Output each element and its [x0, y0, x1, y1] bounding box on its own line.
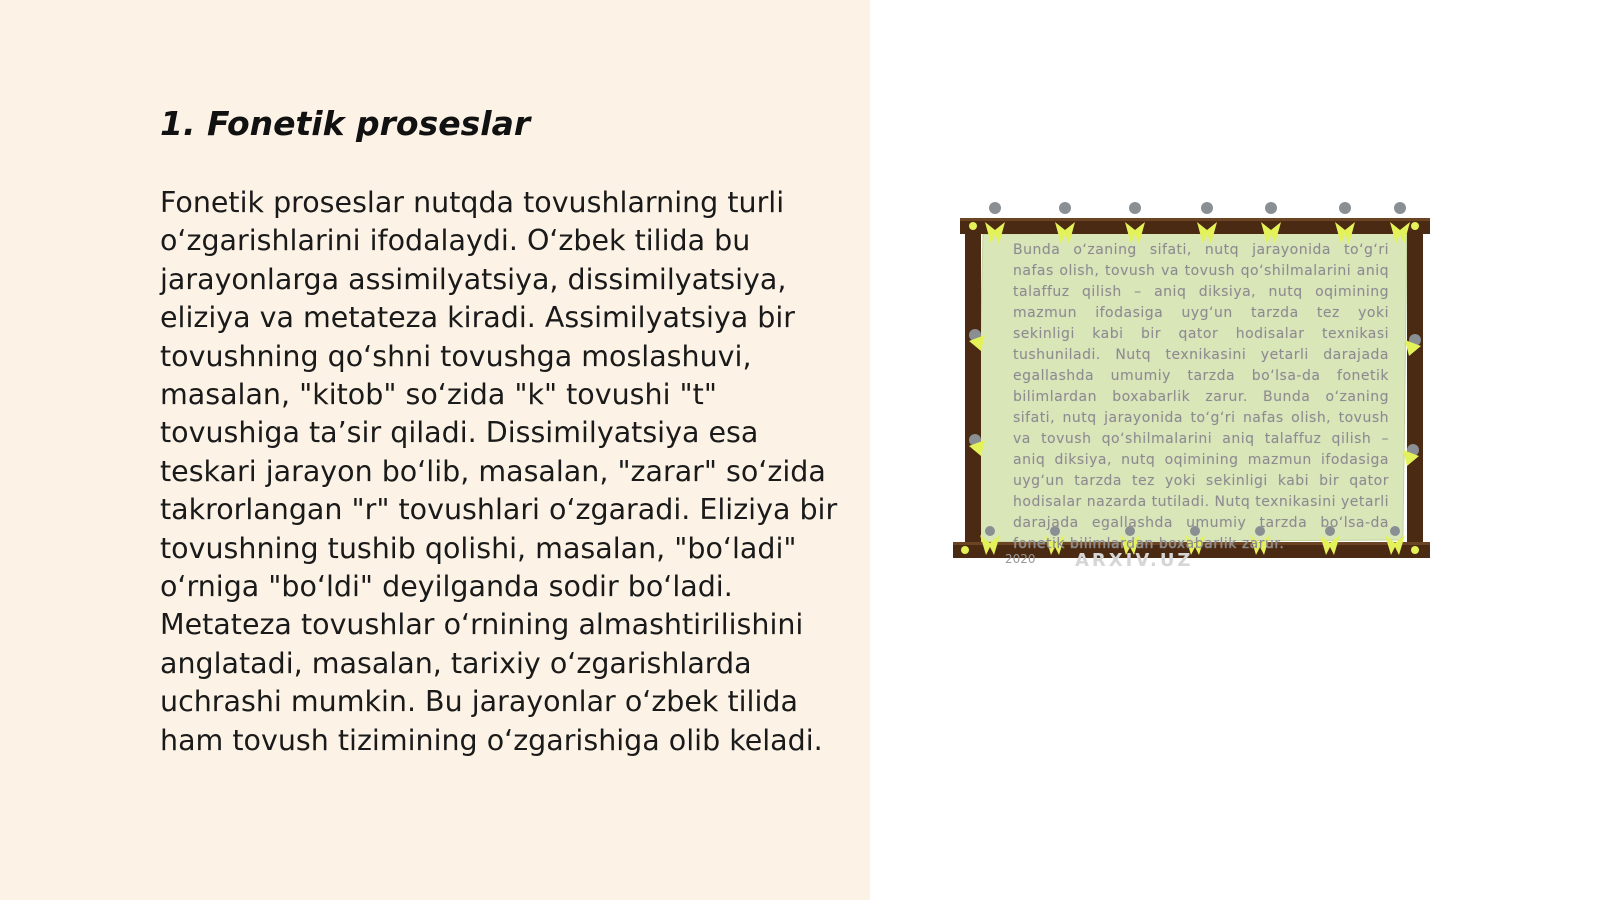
corner-stud: [969, 222, 977, 230]
watermark-text: ARXIV.UZ: [1075, 550, 1194, 571]
corner-stud: [961, 546, 969, 554]
slide-title: 1. Fonetik proseslar: [160, 104, 531, 143]
framed-paper-text: Bunda o‘zaning sifati, nutq jarayonida to‘g‘ri nafas olish, tovush va tovush qo‘shilmalarini aniq talaffuz qilish – aniq diksiya, nutq oqimining mazmun ifodasiga uyg‘un tarzda tez yoki sekinligi kabi bir qator hodisalar texnikasi tushuniladi. Nutq texnikasini yetarli darajada egallashda umumiy tarzda bo‘lsa-da fonetik bilimlardan boxabarlik zarur. Bunda o‘zaning sifati, nutq jarayonida to‘g‘ri nafas olish, tovush va tovush qo‘shilmalarini aniq talaffuz qilish – aniq diksiya, nutq oqimining mazmun ifodasiga uyg‘un tarzda tez yoki sekinligi kabi bir qator hodisalar nazarda tutiladi. Nutq texnikasini yetarli darajada egallashda umumiy tarzda bo‘lsa-da fonetik bilimlardan boxabarlik zarur.: [1013, 242, 1389, 550]
framed-paper-year: 2020: [1005, 552, 1036, 566]
frame-left-bar: [965, 218, 981, 558]
corner-stud: [1411, 222, 1419, 230]
frame-highlight: [960, 218, 1430, 221]
framed-picture: [945, 200, 1450, 572]
slide-body-text: Fonetik proseslar nutqda tovushlarning turli o‘zgarishlarini ifodalaydi. O‘zbek tilida bu jarayonlarga assimilyatsiya, dissimilyatsiya, eliziya va metateza kiradi. Assimilyatsiya bir tovushning qo‘shni tovushga moslashuvi, masalan, "kitob" so‘zida "k" tovushi "t" tovushiga ta’sir qiladi. Dissimilyatsiya esa teskari jarayon bo‘lib, masalan, "zarar" so‘zida takrorlangan "r" tovushlari o‘zgaradi. Eliziya bir tovushning tushib qolishi, masalan, "bo‘ladi" o‘rniga "bo‘ldi" deyilganda sodir bo‘ladi. Metateza tovushlar o‘rnining almashtirilishini anglatadi, masalan, tarixiy o‘zgarishlarda uchrashi mumkin. Bu jarayonlar o‘zbek tilida ham tovush tizimining o‘zgarishiga olib keladi.: [160, 186, 838, 757]
frame-right-bar: [1407, 218, 1423, 558]
corner-stud: [1411, 546, 1419, 554]
